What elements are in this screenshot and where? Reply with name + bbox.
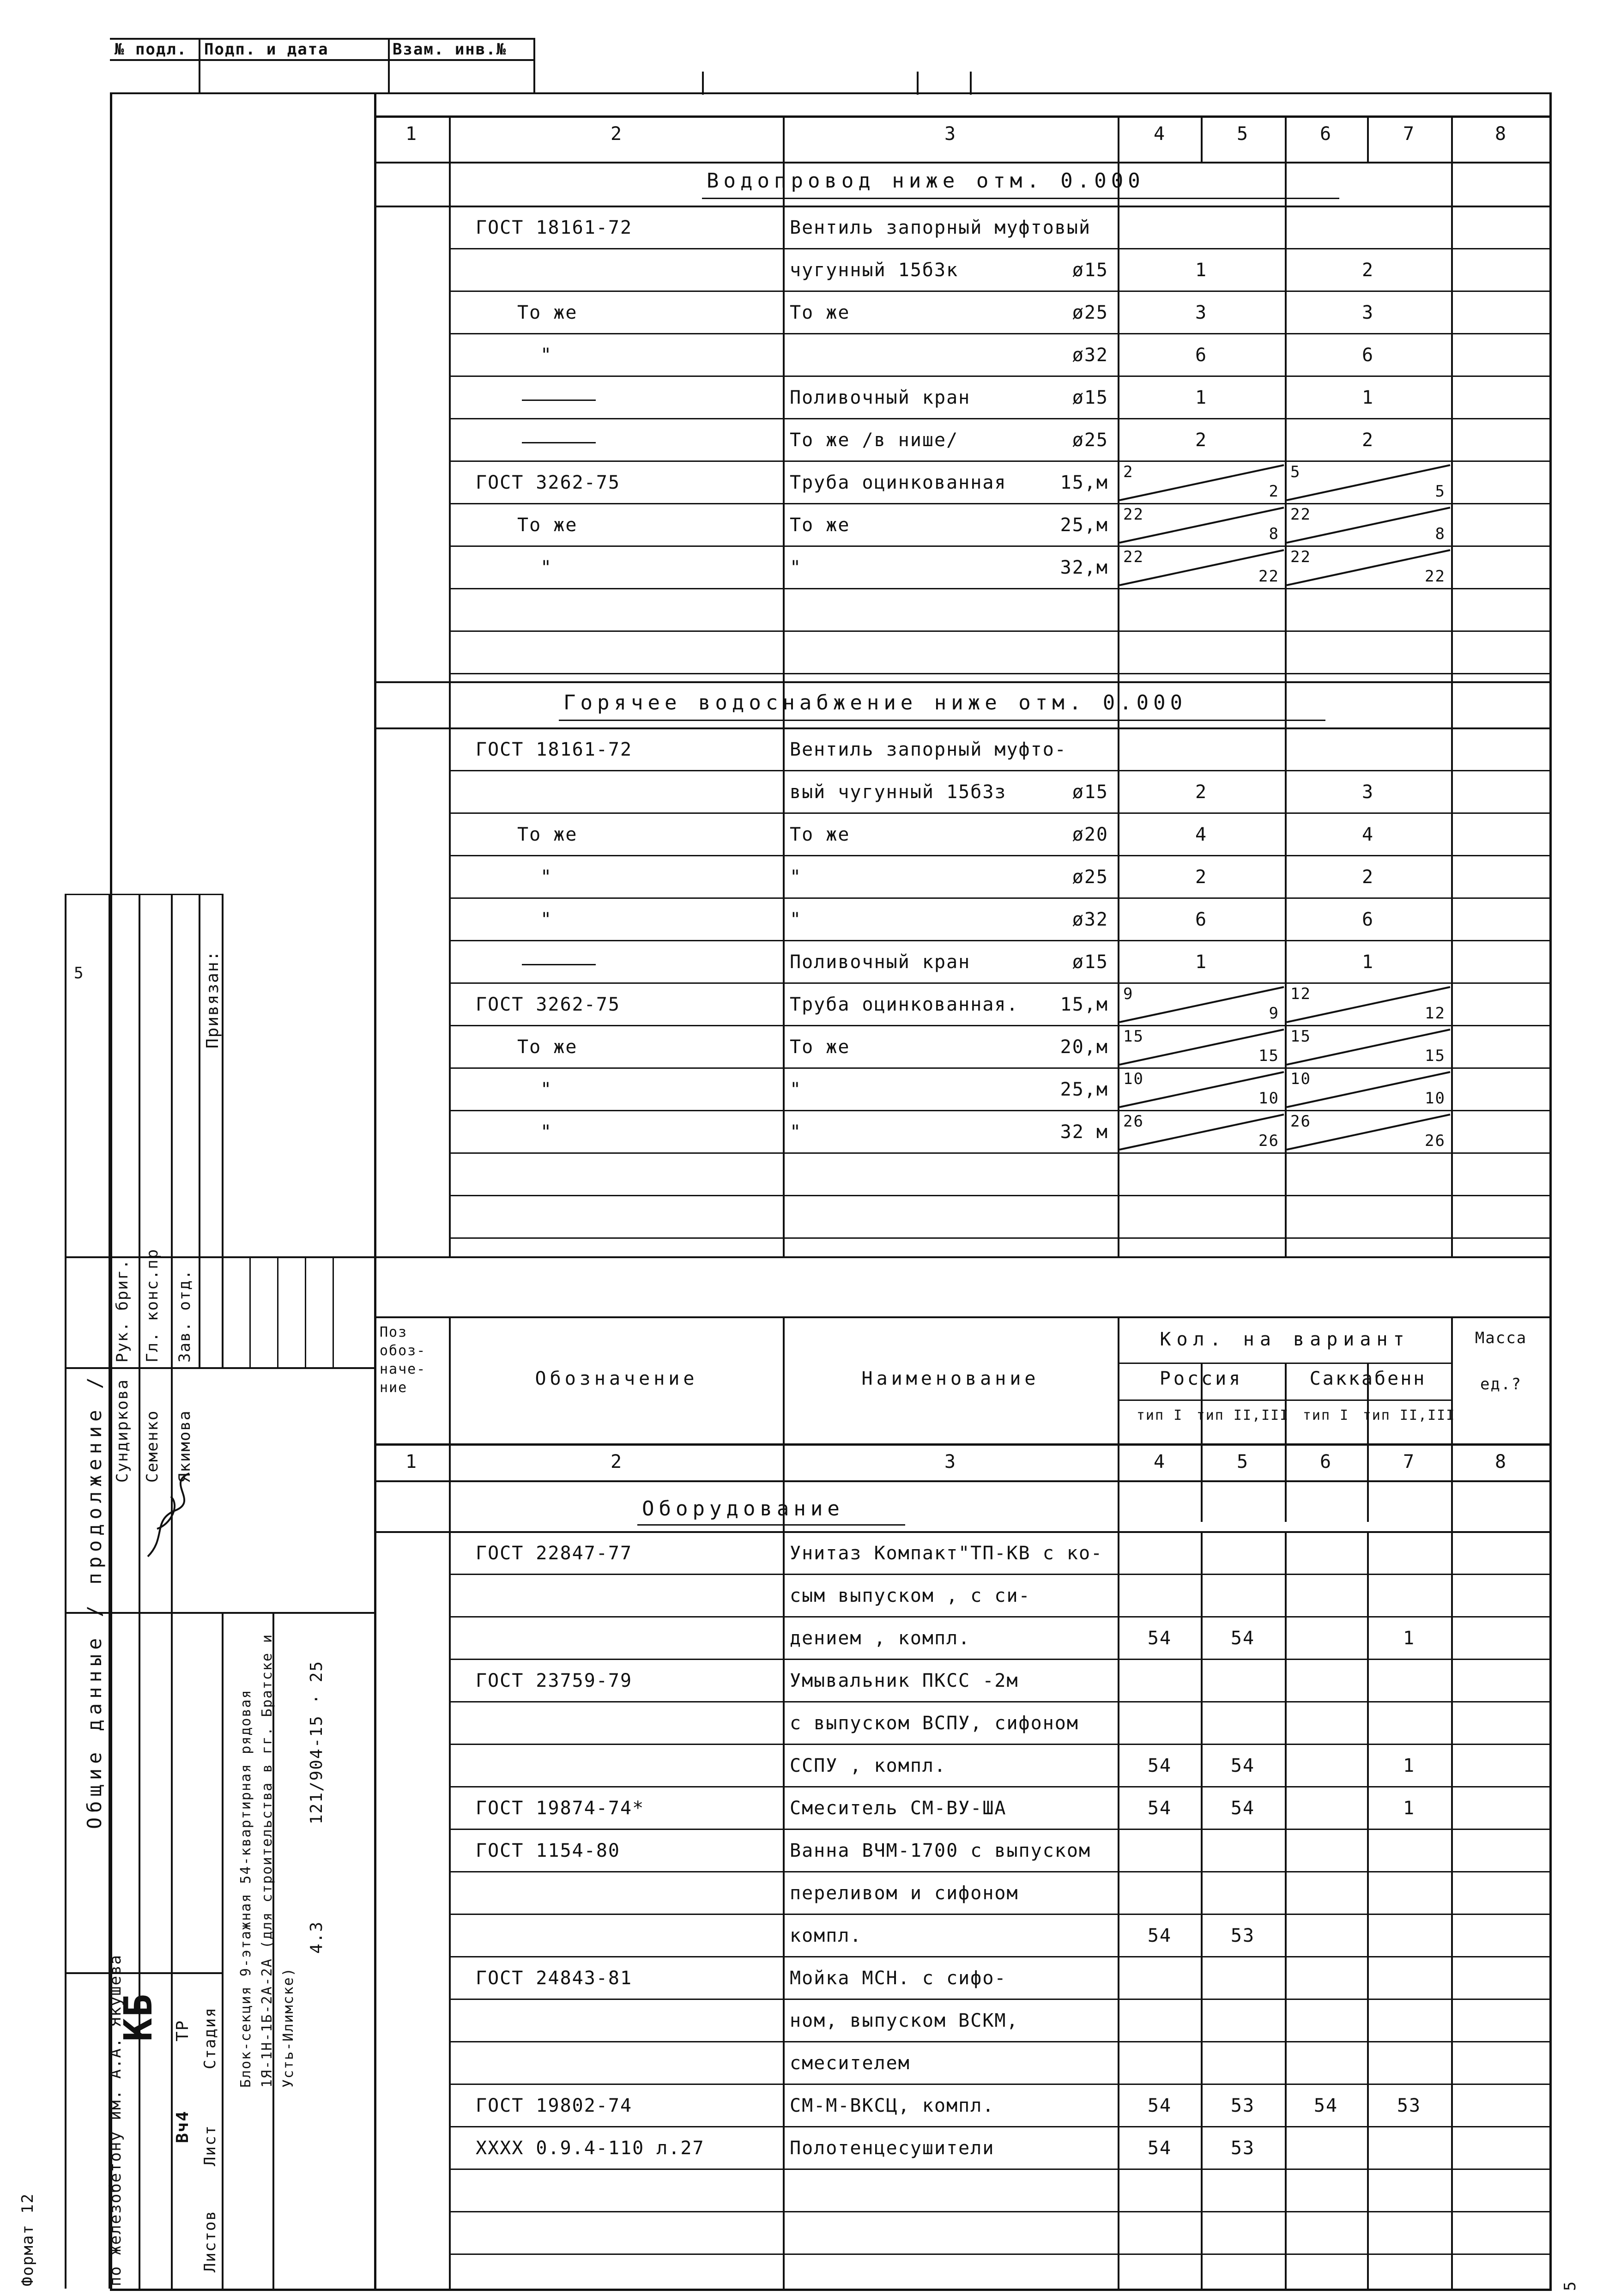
qty-col6-cell: 22 bbox=[1290, 548, 1311, 566]
stage-value: ТР bbox=[173, 2019, 192, 2042]
header-qty: Кол. на вариант bbox=[1160, 1329, 1410, 1350]
header-type1-b: тип I bbox=[1302, 1407, 1349, 1424]
qty-sakha-cell: 4 bbox=[1361, 824, 1374, 845]
qty-col5-cell: 54 bbox=[1230, 1755, 1255, 1776]
qty-col6-cell: 10 bbox=[1290, 1070, 1311, 1088]
name-cell: компл. bbox=[790, 1925, 862, 1946]
qty-col5-cell: 53 bbox=[1230, 1925, 1255, 1946]
qty-col6-cell: 15 bbox=[1290, 1027, 1311, 1046]
qty-col4-cell: 54 bbox=[1147, 2138, 1172, 2159]
qty-col7-cell: 15 bbox=[1425, 1047, 1446, 1065]
diagonal-line bbox=[1119, 465, 1284, 500]
column-number: 3 bbox=[944, 123, 957, 145]
qty-russia-cell: 2 bbox=[1195, 430, 1208, 451]
name-cell: ном, выпуском ВСКМ, bbox=[790, 2010, 1019, 2031]
name-cell: " bbox=[790, 909, 802, 930]
name-cell: То же bbox=[790, 515, 850, 536]
column-number: 7 bbox=[1403, 123, 1415, 145]
qty-col5-cell: 54 bbox=[1230, 1628, 1255, 1649]
size-cell: ø20 bbox=[1072, 824, 1108, 845]
name-cell: Труба оцинкованная bbox=[790, 472, 1007, 493]
qty-col5-cell: 15 bbox=[1258, 1047, 1279, 1065]
header-type1-a: тип I bbox=[1136, 1407, 1183, 1424]
designation-cell: ГОСТ 24843-81 bbox=[476, 1968, 633, 1989]
name-cell: дением , компл. bbox=[790, 1628, 971, 1649]
diagonal-line bbox=[1119, 505, 1284, 543]
designation-cell: " bbox=[540, 909, 553, 930]
qty-col7-cell: 8 bbox=[1435, 525, 1446, 543]
designation-cell: ГОСТ 19874-74* bbox=[476, 1798, 645, 1819]
qty-col7-cell: 26 bbox=[1425, 1132, 1446, 1150]
qty-col4-cell: 26 bbox=[1123, 1112, 1144, 1131]
name-3: Сундиркова bbox=[113, 1379, 132, 1483]
designation-cell: ГОСТ 23759-79 bbox=[476, 1670, 633, 1691]
qty-col5-cell: 22 bbox=[1258, 567, 1279, 586]
qty-col6-cell: 26 bbox=[1290, 1112, 1311, 1131]
section-title-hot-water: Горячее водоснабжение ниже отм. 0.000 bbox=[563, 691, 1187, 715]
qty-col6-cell: 12 bbox=[1290, 985, 1311, 1003]
size-cell: ø25 bbox=[1072, 866, 1108, 888]
size-cell: ø32 bbox=[1072, 345, 1108, 366]
project-code: 121/904-15 · 25 bbox=[307, 1660, 326, 1824]
sheet-value: Вч4 bbox=[173, 2110, 192, 2143]
project-title: Блок-секция 9-этажная 54-квартирная рядовая 1Я-1Н-1Б-2А-2А (для строительства в гг. Братске и Усть-Илимске) bbox=[238, 1633, 296, 2088]
qty-russia-cell: 1 bbox=[1195, 260, 1208, 281]
designation-cell: То же bbox=[517, 1036, 578, 1058]
qty-col5-cell: 54 bbox=[1230, 1798, 1255, 1819]
designation-cell: То же bbox=[517, 515, 578, 536]
role-1: Зав. отд. bbox=[175, 1269, 194, 1363]
stamp-inv-label: № подл. bbox=[115, 40, 188, 59]
name-cell: смесителем bbox=[790, 2053, 910, 2074]
qty-col4-cell: 54 bbox=[1147, 1925, 1172, 1946]
column-number: 5 bbox=[1236, 1451, 1249, 1472]
name-cell: То же bbox=[790, 824, 850, 845]
qty-col4-cell: 54 bbox=[1147, 1628, 1172, 1649]
qty-col7-cell: 12 bbox=[1425, 1004, 1446, 1023]
header-mass: Масса bbox=[1475, 1329, 1527, 1347]
name-cell: сым выпуском , с си- bbox=[790, 1585, 1031, 1606]
column-number: 6 bbox=[1319, 1451, 1332, 1472]
name-cell: " bbox=[790, 1079, 802, 1100]
qty-col4-cell: 2 bbox=[1123, 463, 1134, 481]
qty-col7-cell: 53 bbox=[1397, 2095, 1421, 2116]
qty-sakha-cell: 2 bbox=[1361, 866, 1374, 888]
column-number: 4 bbox=[1153, 123, 1166, 145]
size-cell: 25,м bbox=[1060, 515, 1108, 536]
size-cell: 15,м bbox=[1060, 472, 1108, 493]
qty-sakha-cell: 6 bbox=[1361, 909, 1374, 930]
qty-col4-cell: 10 bbox=[1123, 1070, 1144, 1088]
name-cell: Смеситель СМ-ВУ-ША bbox=[790, 1798, 1007, 1819]
qty-col6-cell: 54 bbox=[1313, 2095, 1338, 2116]
qty-russia-cell: 6 bbox=[1195, 345, 1208, 366]
qty-col7-cell: 22 bbox=[1425, 567, 1446, 586]
name-cell: Умывальник ПКСС -2м bbox=[790, 1670, 1019, 1691]
stage-label: Стадия bbox=[201, 2007, 219, 2069]
qty-sakha-cell: 6 bbox=[1361, 345, 1374, 366]
name-cell: То же /в нише/ bbox=[790, 430, 959, 451]
column-number: 6 bbox=[1319, 123, 1332, 145]
signature-image bbox=[139, 1455, 203, 1566]
column-number: 8 bbox=[1494, 1451, 1507, 1472]
size-cell: ø25 bbox=[1072, 430, 1108, 451]
qty-col7-cell: 10 bbox=[1425, 1089, 1446, 1108]
qty-sakha-cell: 2 bbox=[1361, 260, 1374, 281]
name-cell: " bbox=[790, 557, 802, 578]
qty-russia-cell: 1 bbox=[1195, 951, 1208, 973]
column-number: 1 bbox=[405, 1451, 418, 1472]
size-cell: ø15 bbox=[1072, 387, 1108, 408]
qty-col5-cell: 10 bbox=[1258, 1089, 1279, 1108]
name-1: Якимова bbox=[175, 1410, 194, 1483]
qty-russia-cell: 6 bbox=[1195, 909, 1208, 930]
designation-cell: " bbox=[540, 1121, 553, 1143]
name-cell: То же bbox=[790, 302, 850, 323]
section-title-water: Водопровод ниже отм. 0.000 bbox=[707, 169, 1145, 193]
qty-col4-cell: 15 bbox=[1123, 1027, 1144, 1046]
header-type23-b: тип II,III bbox=[1362, 1407, 1456, 1424]
designation-cell: ГОСТ 18161-72 bbox=[476, 739, 633, 760]
designation-cell: ГОСТ 18161-72 bbox=[476, 217, 633, 238]
qty-col7-cell: 5 bbox=[1435, 482, 1446, 501]
qty-col5-cell: 9 bbox=[1269, 1004, 1279, 1023]
column-number: 3 bbox=[944, 1451, 957, 1472]
name-cell: " bbox=[790, 1121, 802, 1143]
role-2: Гл. конс.пр bbox=[143, 1248, 162, 1363]
qty-russia-cell: 4 bbox=[1195, 824, 1208, 845]
qty-col5-cell: 8 bbox=[1269, 525, 1279, 543]
size-cell: ø32 bbox=[1072, 909, 1108, 930]
column-number: 4 bbox=[1153, 1451, 1166, 1472]
name-cell: Вентиль запорный муфтовый bbox=[790, 217, 1091, 238]
qty-sakha-cell: 2 bbox=[1361, 430, 1374, 451]
qty-col4-cell: 54 bbox=[1147, 1755, 1172, 1776]
size-cell: 32,м bbox=[1060, 557, 1108, 578]
designation-cell: " bbox=[540, 1079, 553, 1100]
header-sakha: Саккабенн bbox=[1309, 1368, 1427, 1389]
column-number: 5 bbox=[1236, 123, 1249, 145]
name-cell: чугунный 15б3к bbox=[790, 260, 959, 281]
qty-russia-cell: 2 bbox=[1195, 781, 1208, 803]
qty-col6-cell: 5 bbox=[1290, 463, 1301, 481]
org-name: по железобетону им. А.А. Якушева bbox=[106, 1954, 125, 2286]
qty-col4-cell: 22 bbox=[1123, 505, 1144, 524]
name-cell: Поливочный кран bbox=[790, 387, 971, 408]
qty-russia-cell: 2 bbox=[1195, 866, 1208, 888]
header-pos: Поз bbox=[380, 1324, 408, 1340]
designation-cell: То же bbox=[517, 302, 578, 323]
size-cell: ø15 bbox=[1072, 781, 1108, 803]
qty-sakha-cell: 3 bbox=[1361, 302, 1374, 323]
left-mark: 5 bbox=[74, 964, 85, 982]
header-type23-a: тип II,III bbox=[1196, 1407, 1289, 1424]
qty-col4-cell: 9 bbox=[1123, 985, 1134, 1003]
qty-col5-cell: 53 bbox=[1230, 2095, 1255, 2116]
stamp-replace-label: Взам. инв.№ bbox=[393, 40, 507, 59]
qty-russia-cell: 1 bbox=[1195, 387, 1208, 408]
header-designation: Обозначение bbox=[535, 1368, 698, 1389]
sheets-label: Листов bbox=[201, 2210, 219, 2272]
designation-cell: ГОСТ 22847-77 bbox=[476, 1543, 633, 1564]
name-cell: Труба оцинкованная. bbox=[790, 994, 1019, 1015]
header-russia: Россия bbox=[1159, 1368, 1243, 1389]
size-cell: ø25 bbox=[1072, 302, 1108, 323]
name-cell: ССПУ , компл. bbox=[790, 1755, 947, 1776]
name-cell: с выпуском ВСПУ, сифоном bbox=[790, 1713, 1079, 1734]
size-cell: ø15 bbox=[1072, 260, 1108, 281]
qty-sakha-cell: 1 bbox=[1361, 951, 1374, 973]
qty-russia-cell: 3 bbox=[1195, 302, 1208, 323]
section-title-equipment: Оборудование bbox=[642, 1497, 844, 1521]
corner-mark: 5 bbox=[1561, 2280, 1579, 2291]
designation-cell: ГОСТ 3262-75 bbox=[476, 994, 620, 1015]
designation-cell: " bbox=[540, 557, 553, 578]
name-cell: Ванна ВЧМ-1700 с выпуском bbox=[790, 1840, 1091, 1861]
name-2: Семенко bbox=[143, 1410, 162, 1483]
qty-col5-cell: 26 bbox=[1258, 1132, 1279, 1150]
qty-col7-cell: 1 bbox=[1403, 1798, 1415, 1819]
designation-cell: " bbox=[540, 866, 553, 888]
role-3: Рук. бриг. bbox=[113, 1259, 132, 1363]
stamp-sign-label: Подп. и дата bbox=[204, 40, 329, 59]
column-number: 7 bbox=[1403, 1451, 1415, 1472]
org-logo: КБ bbox=[115, 1993, 161, 2042]
qty-col4-cell: 54 bbox=[1147, 2095, 1172, 2116]
column-number: 1 bbox=[405, 123, 418, 145]
qty-col7-cell: 1 bbox=[1403, 1755, 1415, 1776]
format-label: Формат 12 bbox=[18, 2193, 37, 2286]
qty-col6-cell: 22 bbox=[1290, 505, 1311, 524]
qty-sakha-cell: 3 bbox=[1361, 781, 1374, 803]
name-cell: Мойка МСН. с сифо- bbox=[790, 1968, 1007, 1989]
qty-sakha-cell: 1 bbox=[1361, 387, 1374, 408]
column-number: 2 bbox=[610, 1451, 623, 1472]
size-cell: 15,м bbox=[1060, 994, 1108, 1015]
designation-cell: ГОСТ 1154-80 bbox=[476, 1840, 620, 1861]
diagonal-line bbox=[1287, 505, 1450, 543]
general-data-title: Общие данные / продолжение / bbox=[83, 1372, 106, 1829]
name-cell: вый чугунный 15б3з bbox=[790, 781, 1007, 803]
name-cell: Унитаз Компакт"ТП-КВ с ко- bbox=[790, 1543, 1103, 1564]
column-number: 8 bbox=[1494, 123, 1507, 145]
size-cell: ø15 bbox=[1072, 951, 1108, 973]
qty-col4-cell: 22 bbox=[1123, 548, 1144, 566]
name-cell: То же bbox=[790, 1036, 850, 1058]
diagonal-line bbox=[1119, 987, 1284, 1022]
name-cell: переливом и сифоном bbox=[790, 1883, 1019, 1904]
name-cell: Вентиль запорный муфто- bbox=[790, 739, 1067, 760]
diagonal-line bbox=[1287, 465, 1450, 500]
qty-col5-cell: 2 bbox=[1269, 482, 1279, 501]
size-cell: 20,м bbox=[1060, 1036, 1108, 1058]
designation-cell: ГОСТ 19802-74 bbox=[476, 2095, 633, 2116]
name-cell: Полотенцесушители bbox=[790, 2138, 995, 2159]
privyazan-label: Привязан: bbox=[203, 950, 222, 1048]
designation-cell: " bbox=[540, 345, 553, 366]
sheet-label: Лист bbox=[201, 2125, 219, 2166]
size-cell: 25,м bbox=[1060, 1079, 1108, 1100]
qty-col5-cell: 53 bbox=[1230, 2138, 1255, 2159]
name-cell: Поливочный кран bbox=[790, 951, 971, 973]
size-cell: 32 м bbox=[1060, 1121, 1108, 1143]
designation-cell: ГОСТ 3262-75 bbox=[476, 472, 620, 493]
qty-col7-cell: 1 bbox=[1403, 1628, 1415, 1649]
sheet-code: 4.3 bbox=[307, 1920, 326, 1954]
designation-cell: То же bbox=[517, 824, 578, 845]
header-name: Наименование bbox=[861, 1368, 1040, 1389]
designation-cell: ХХХХ 0.9.4-110 л.27 bbox=[476, 2138, 705, 2159]
qty-col4-cell: 54 bbox=[1147, 1798, 1172, 1819]
column-number: 2 bbox=[610, 123, 623, 145]
name-cell: СМ-М-ВКСЦ, компл. bbox=[790, 2095, 995, 2116]
name-cell: " bbox=[790, 866, 802, 888]
